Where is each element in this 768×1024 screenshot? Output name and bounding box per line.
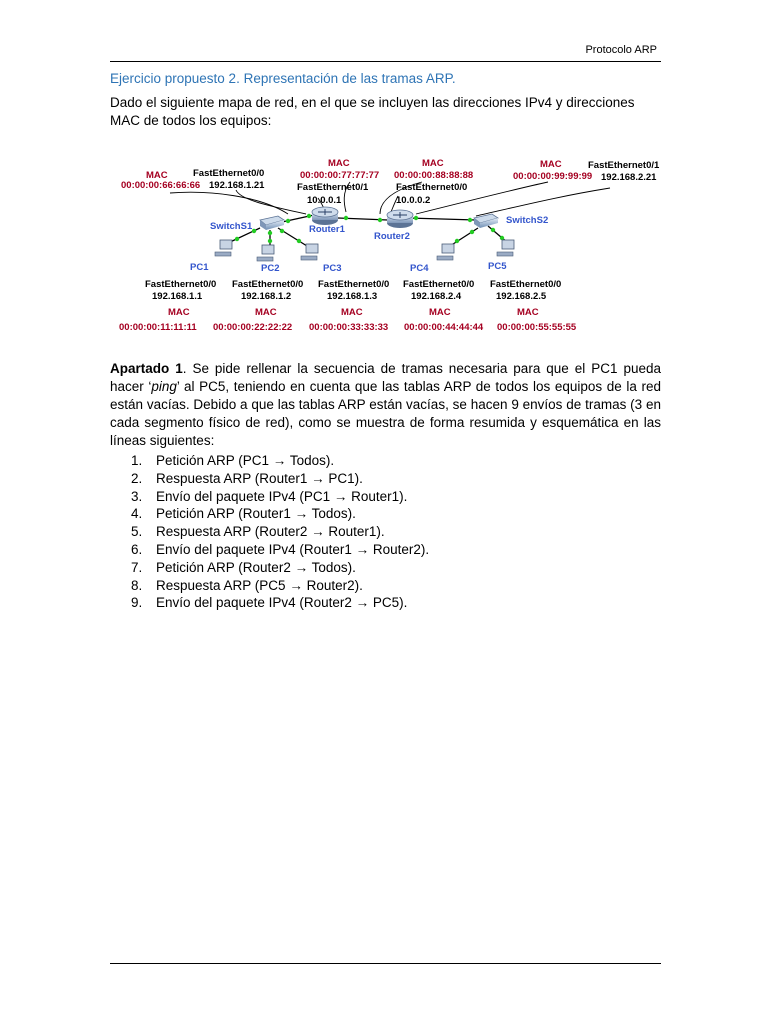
- pc1-icon: [215, 240, 232, 256]
- r1-mac-value: 00:00:00:77:77:77: [300, 170, 380, 181]
- pc5-ip: 192.168.2.5: [496, 291, 547, 302]
- r1-fe01-label: FastEthernet0/1: [297, 182, 369, 193]
- r2-mac-value: 00:00:00:88:88:88: [394, 170, 474, 181]
- pc1-mac-label-bottom: MAC: [168, 307, 190, 318]
- apartado-text-b: ’ al PC5, teniendo en cuenta que las tablas ARP de todos los equipos de la red están vacías. Debido a que las tablas ARP están vacías, se hacen 9 envíos de tramas (3 en cada segmento físico de red), como se muestra de forma resumida y esquemática en las líneas siguientes:: [110, 379, 661, 448]
- step-text: Respuesta ARP (PC5 → Router2).: [156, 577, 363, 593]
- page-footer-rule: [110, 963, 661, 964]
- list-item: [110, 505, 661, 523]
- step-text: Petición ARP (Router1 → Todos).: [156, 506, 356, 522]
- pc4-mac-label-bottom: MAC: [429, 307, 451, 318]
- pc1-mac: 00:00:00:11:11:11: [119, 322, 197, 333]
- pc1-mac-label: MAC: [146, 170, 168, 181]
- pc3-mac: 00:00:00:33:33:33: [309, 322, 389, 333]
- intro-paragraph: Dado el siguiente mapa de red, en el que se incluyen las direcciones IPv4 y direcciones MAC de todos los equipos:: [110, 95, 635, 128]
- switch1-label: SwitchS1: [210, 221, 253, 232]
- step-number: 8.: [131, 577, 143, 593]
- list-item: [110, 452, 661, 470]
- r2-fe00-label: FastEthernet0/0: [396, 182, 468, 193]
- pc4-label: PC4: [410, 263, 429, 274]
- r2b-mac-label: MAC: [540, 159, 562, 170]
- pc5-mac: 00:00:00:55:55:55: [497, 322, 577, 333]
- step-number: 2.: [131, 470, 143, 486]
- pc4-ip: 192.168.2.4: [411, 291, 462, 302]
- router1-icon: [312, 207, 338, 225]
- apartado-paragraph: [110, 360, 661, 450]
- apartado-label: Apartado 1: [110, 361, 183, 376]
- step-number: 6.: [131, 541, 143, 557]
- list-item: [110, 541, 661, 559]
- step-text: Respuesta ARP (Router1 → PC1).: [156, 470, 363, 486]
- pc2-label: PC2: [261, 263, 280, 274]
- pc1-iface: FastEthernet0/0: [145, 279, 217, 290]
- pc5-label: PC5: [488, 261, 507, 272]
- r1-fe01-ip: 10.0.0.1: [307, 195, 342, 206]
- pc4-iface: FastEthernet0/0: [403, 279, 475, 290]
- step-number: 3.: [131, 488, 143, 504]
- r1-fe00-label: FastEthernet0/0: [193, 168, 265, 179]
- pc2-ip: 192.168.1.2: [241, 291, 292, 302]
- step-number: 4.: [131, 506, 143, 522]
- step-number: 7.: [131, 559, 143, 575]
- step-number: 9.: [131, 595, 143, 611]
- link-router2-switch2: [408, 218, 476, 220]
- pc5-icon: [497, 240, 514, 256]
- switch2-icon: [474, 214, 498, 228]
- pc4-icon: [437, 244, 454, 260]
- r2-fe01-ip: 192.168.2.21: [601, 172, 657, 183]
- list-item: [110, 488, 661, 506]
- r2-fe00-ip: 10.0.0.2: [396, 195, 431, 206]
- pc2-icon: [257, 245, 274, 261]
- page-header: [110, 44, 661, 62]
- pc5-iface: FastEthernet0/0: [490, 279, 562, 290]
- header-title: Protocolo ARP: [585, 44, 657, 56]
- step-number: 1.: [131, 453, 143, 468]
- router2-label: Router2: [374, 231, 410, 242]
- pc4-mac: 00:00:00:44:44:44: [404, 322, 484, 333]
- apartado-text-a: . Se pide rellenar la secuencia de tramas necesaria para que el PC1 pueda hacer ‘: [110, 361, 662, 394]
- list-item: [110, 523, 661, 541]
- list-item: [110, 470, 661, 488]
- router2-icon: [387, 210, 413, 228]
- pc3-ip: 192.168.1.3: [327, 291, 378, 302]
- pc1-mac-value: 00:00:00:66:66:66: [121, 180, 201, 191]
- r2b-mac-value: 00:00:00:99:99:99: [513, 171, 593, 182]
- pc5-mac-label-bottom: MAC: [517, 307, 539, 318]
- step-text: Envío del paquete IPv4 (Router1 → Router2).: [156, 541, 430, 557]
- router1-label: Router1: [309, 224, 345, 235]
- pc3-icon: [301, 244, 318, 260]
- list-item: [110, 577, 661, 595]
- r1-fe00-ip: 192.168.1.21: [209, 180, 265, 191]
- pc2-iface: FastEthernet0/0: [232, 279, 304, 290]
- pc2-mac: 00:00:00:22:22:22: [213, 322, 293, 333]
- network-diagram: [110, 148, 670, 338]
- apartado-ping: ping: [151, 379, 177, 394]
- switch2-label: SwitchS2: [506, 215, 549, 226]
- r2-fe01-label: FastEthernet0/1: [588, 160, 660, 171]
- step-text: Respuesta ARP (Router2 → Router1).: [156, 524, 385, 540]
- pc1-label: PC1: [190, 262, 209, 273]
- r1-mac-label: MAC: [328, 158, 350, 169]
- pc3-mac-label-bottom: MAC: [341, 307, 363, 318]
- list-item: [110, 594, 661, 612]
- section-title: Ejercicio propuesto 2. Representación de las tramas ARP.: [110, 71, 456, 86]
- step-text: Petición ARP (Router2 → Todos).: [156, 559, 356, 575]
- pc2-mac-label-bottom: MAC: [255, 307, 277, 318]
- r2-mac-label: MAC: [422, 158, 444, 169]
- pc3-label: PC3: [323, 263, 342, 274]
- switch1-icon: [260, 216, 284, 230]
- step-number: 5.: [131, 524, 143, 540]
- step-text: Envío del paquete IPv4 (PC1 → Router1).: [156, 488, 408, 504]
- link-switch2-pc4: [450, 228, 478, 246]
- step-text: Petición ARP (PC1 → Todos).: [156, 453, 335, 468]
- list-item: [110, 559, 661, 577]
- frame-steps-list: [110, 452, 661, 612]
- pc3-iface: FastEthernet0/0: [318, 279, 390, 290]
- pc1-ip: 192.168.1.1: [152, 291, 203, 302]
- step-text: Envío del paquete IPv4 (Router2 → PC5).: [156, 595, 408, 611]
